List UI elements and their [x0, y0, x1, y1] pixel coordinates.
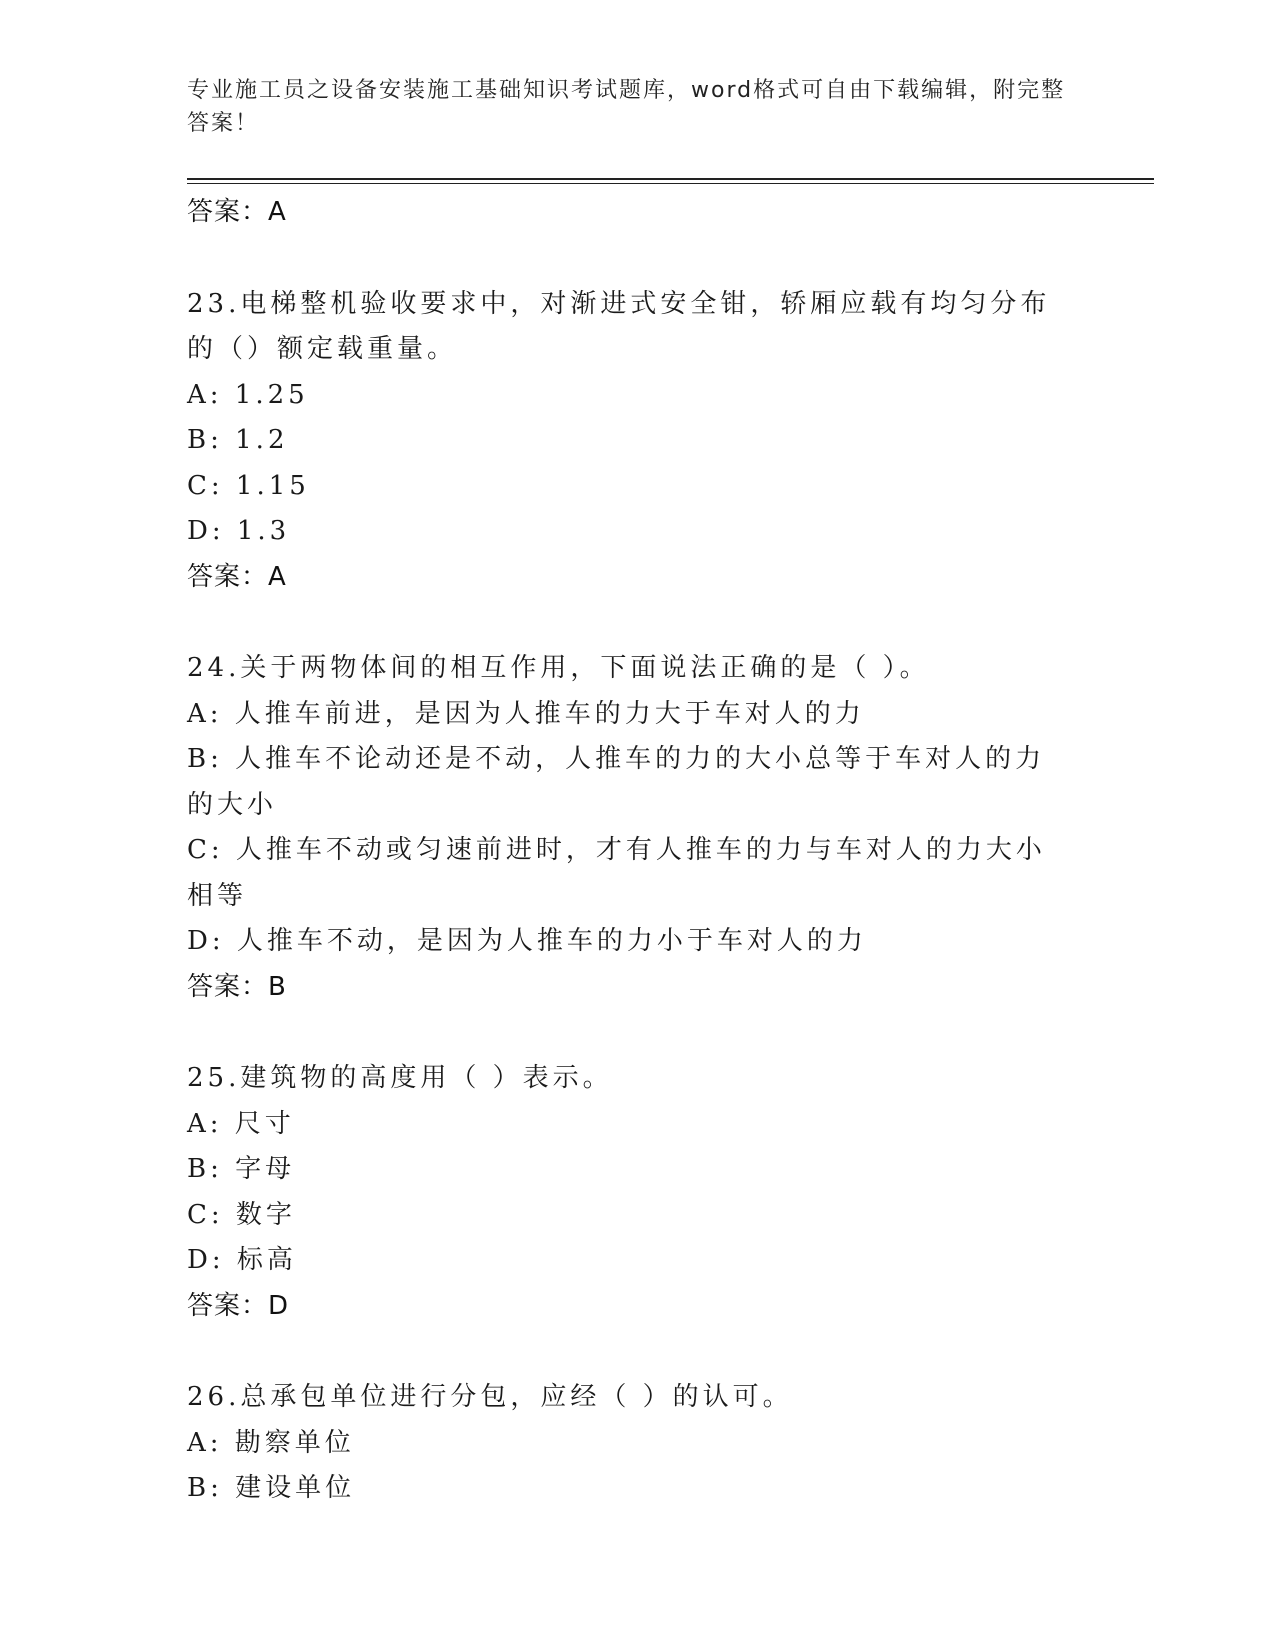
answer-line: 答案：B	[187, 971, 287, 1002]
option-d: D: 1.3	[187, 516, 291, 546]
question-stem: 24.关于两物体间的相互作用，下面说法正确的是（ ）。	[187, 653, 930, 683]
header-rule-thick	[187, 178, 1154, 180]
question-stem: 23.电梯整机验收要求中，对渐进式安全钳，轿厢应载有均匀分布的（）额定载重量。	[187, 288, 1051, 364]
answer-line: 答案：A	[187, 561, 287, 592]
option-b: B: 建设单位	[187, 1473, 356, 1503]
answer-line: 答案：D	[187, 1290, 290, 1321]
question-stem: 25.建筑物的高度用（ ）表示。	[187, 1063, 613, 1093]
option-a: A: 尺寸	[187, 1108, 295, 1139]
answer-line: 答案：A	[187, 197, 287, 227]
option-d: D: 标高	[187, 1245, 297, 1275]
question-list	[187, 190, 1087, 1512]
option-a: A: 1.25	[187, 379, 309, 410]
option-b: B: 1.2	[187, 425, 289, 455]
question-stem: 26.总承包单位进行分包，应经（ ）的认可。	[187, 1382, 793, 1412]
option-d: D: 人推车不动，是因为人推车的力小于车对人的力	[187, 926, 867, 956]
option-c: C: 1.15	[187, 470, 310, 501]
option-b: B: 字母	[187, 1154, 296, 1184]
option-a: A: 勘察单位	[187, 1427, 355, 1458]
option-c: C: 数字	[187, 1199, 296, 1230]
header-rule-thin	[187, 183, 1154, 184]
document-header: 专业施工员之设备安装施工基础知识考试题库，word格式可自由下载编辑，附完整答案！	[187, 78, 1066, 136]
option-b: B: 人推车不论动还是不动，人推车的力的大小总等于车对人的力的大小	[187, 744, 1046, 820]
option-a: A: 人推车前进，是因为人推车的力大于车对人的力	[187, 698, 865, 729]
option-c: C: 人推车不动或匀速前进时，才有人推车的力与车对人的力大小相等	[187, 835, 1046, 911]
